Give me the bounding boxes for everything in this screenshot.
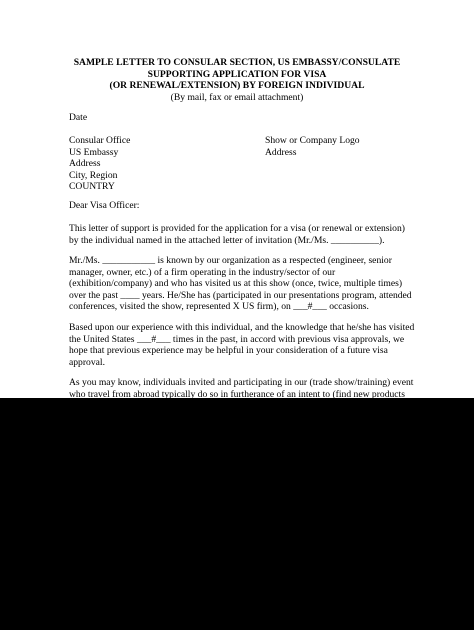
- paragraph-experience: [69, 322, 414, 368]
- paragraph-line: hope that previous experience may be helpful in your consideration of a future visa: [69, 345, 388, 357]
- paragraph-line: the United States ___#___ times in the past, in accord with previous visa approvals, we: [69, 333, 405, 345]
- recipient-line-city: City, Region: [69, 169, 118, 181]
- paragraph-support: [69, 223, 414, 246]
- paragraph-line: manager, owner, etc.) of a firm operating in the industry/sector of our: [69, 266, 336, 278]
- sender-line-address: Address: [265, 146, 297, 158]
- letter-title-line-1: SAMPLE LETTER TO CONSULAR SECTION, US EMBASSY/CONSULATE: [73, 57, 401, 68]
- paragraph-line: over the past ____ years. He/She has (participated in our presentations program, attended: [69, 289, 412, 301]
- paragraph-line: and services in the US; to represent US companies in their home market; to purchase US: [69, 400, 410, 412]
- letter-title-line-2: SUPPORTING APPLICATION FOR VISA: [147, 68, 327, 80]
- letter-subtitle: (By mail, fax or email attachment): [170, 91, 304, 103]
- recipient-line-office: Consular Office: [69, 135, 131, 146]
- paragraph-line: by the individual named in the attached letter of invitation (Mr./Ms. __________).: [69, 234, 385, 246]
- recipient-line-embassy: US Embassy: [69, 146, 119, 158]
- sender-logo-placeholder: Show or Company Logo: [265, 135, 360, 146]
- letter-title-block: [0, 57, 474, 103]
- salutation: Dear Visa Officer:: [69, 200, 140, 211]
- paragraph-line: approval.: [69, 356, 105, 368]
- paragraph-line: This letter of support is provided for the application for a visa (or renewal or extension): [69, 223, 405, 234]
- letter-title-line-3: (OR RENEWAL/EXTENSION) BY FOREIGN INDIVIDUAL: [109, 80, 365, 92]
- paragraph-line: Based upon our experience with this individual, and the knowledge that he/she has visited: [69, 322, 415, 333]
- paragraph-line: As you may know, individuals invited and participating in our (trade show/training) event: [69, 377, 414, 388]
- date-label: Date: [69, 112, 88, 123]
- paragraph-line: who travel from abroad typically do so in furtherance of an intent to (find new products: [69, 388, 405, 400]
- sender-address-block: [265, 135, 360, 158]
- paragraph-line: Mr./Ms. ___________ is known by our organization as a respected (engineer, senior: [69, 255, 392, 266]
- recipient-line-address: Address: [69, 158, 101, 170]
- paragraph-line: conferences, visited the show, represented X US firm), on ___#___ occasions.: [69, 301, 369, 313]
- recipient-line-country: COUNTRY: [69, 181, 115, 193]
- paragraph-individual: [69, 255, 414, 313]
- paragraph-travel: [69, 377, 414, 412]
- paragraph-line: (exhibition/company) and who has visited us at this show (once, twice, multiple times): [69, 278, 403, 290]
- recipient-address-block: [69, 135, 130, 193]
